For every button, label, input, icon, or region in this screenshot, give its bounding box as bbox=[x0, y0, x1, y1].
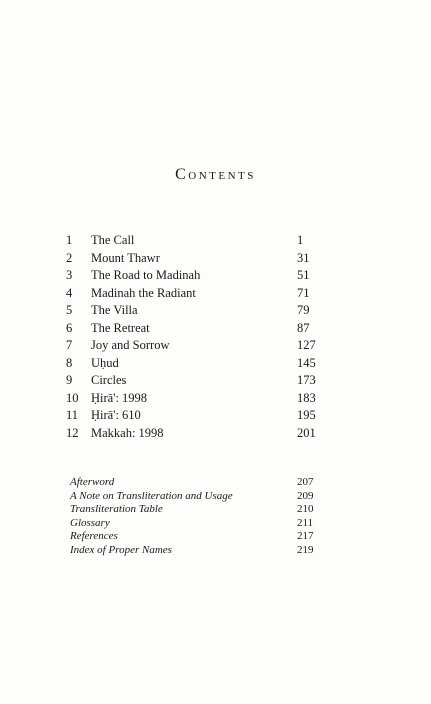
chapter-number: 11 bbox=[66, 408, 79, 422]
chapter-entry bbox=[66, 407, 326, 425]
chapter-title: The Villa bbox=[91, 303, 138, 317]
chapter-title: Ḥirā': 1998 bbox=[91, 390, 148, 405]
chapter-number: 2 bbox=[66, 250, 73, 265]
chapter-number: 1 bbox=[66, 233, 73, 247]
back-matter-entry bbox=[70, 503, 326, 517]
back-matter-title: References bbox=[70, 530, 118, 542]
chapter-entry bbox=[66, 337, 326, 355]
chapter-number: 8 bbox=[66, 355, 73, 370]
chapter-page-number: 71 bbox=[297, 285, 310, 300]
back-matter-title: Glossary bbox=[70, 516, 110, 529]
chapter-page-number: 173 bbox=[297, 373, 316, 387]
back-matter-list bbox=[70, 476, 326, 557]
chapter-page-number: 195 bbox=[297, 408, 316, 422]
chapter-title: Mount Thawr bbox=[91, 250, 160, 265]
chapter-page-number: 201 bbox=[297, 425, 316, 440]
back-matter-page-number: 207 bbox=[297, 476, 314, 488]
chapter-title: Joy and Sorrow bbox=[91, 338, 170, 352]
chapter-title: Madinah the Radiant bbox=[91, 285, 196, 300]
chapter-title: The Road to Madinah bbox=[91, 268, 201, 282]
back-matter-page-number: 210 bbox=[297, 503, 314, 515]
chapter-entry bbox=[66, 372, 326, 390]
chapter-number: 10 bbox=[66, 390, 79, 405]
chapter-entry bbox=[66, 250, 326, 268]
chapter-title: Ḥirā': 610 bbox=[91, 408, 141, 422]
chapter-title: The Call bbox=[91, 233, 135, 247]
chapter-title: Uḥud bbox=[91, 355, 119, 370]
back-matter-page-number: 211 bbox=[297, 516, 314, 529]
chapter-page-number: 127 bbox=[297, 338, 316, 352]
back-matter-entry bbox=[70, 517, 326, 531]
chapter-page-number: 183 bbox=[297, 390, 316, 405]
chapter-title: Circles bbox=[91, 373, 127, 387]
chapter-title: Makkah: 1998 bbox=[91, 425, 164, 440]
back-matter-title: Index of Proper Names bbox=[70, 543, 172, 556]
back-matter-entry bbox=[70, 544, 326, 558]
back-matter-page-number: 209 bbox=[297, 489, 314, 502]
back-matter-entry bbox=[70, 490, 326, 504]
chapter-number: 6 bbox=[66, 320, 73, 335]
back-matter-entry bbox=[70, 530, 326, 544]
chapter-entry bbox=[66, 425, 326, 443]
chapter-number: 12 bbox=[66, 425, 79, 440]
chapter-number: 4 bbox=[66, 285, 73, 300]
chapter-entry bbox=[66, 355, 326, 373]
chapter-page-number: 79 bbox=[297, 303, 310, 317]
chapter-page-number: 145 bbox=[297, 355, 316, 370]
chapter-number: 3 bbox=[66, 268, 73, 282]
back-matter-page-number: 217 bbox=[297, 530, 314, 542]
chapter-title: The Retreat bbox=[91, 320, 150, 335]
back-matter-title: A Note on Transliteration and Usage bbox=[70, 489, 233, 502]
chapter-number: 9 bbox=[66, 373, 73, 387]
chapter-entry bbox=[66, 302, 326, 320]
back-matter-page-number: 219 bbox=[297, 543, 314, 556]
chapter-page-number: 51 bbox=[297, 268, 310, 282]
chapter-page-number: 31 bbox=[297, 250, 310, 265]
chapter-entry bbox=[66, 390, 326, 408]
chapter-entry bbox=[66, 267, 326, 285]
chapter-entry bbox=[66, 285, 326, 303]
page-title: Contents bbox=[175, 166, 256, 183]
chapter-number: 5 bbox=[66, 303, 73, 317]
back-matter-title: Afterword bbox=[70, 476, 115, 488]
chapter-page-number: 87 bbox=[297, 320, 310, 335]
chapter-page-number: 1 bbox=[297, 233, 304, 247]
chapter-entry bbox=[66, 232, 326, 250]
back-matter-entry bbox=[70, 476, 326, 490]
chapter-list bbox=[66, 232, 326, 442]
back-matter-title: Transliteration Table bbox=[70, 503, 163, 515]
chapter-entry bbox=[66, 320, 326, 338]
chapter-number: 7 bbox=[66, 338, 73, 352]
